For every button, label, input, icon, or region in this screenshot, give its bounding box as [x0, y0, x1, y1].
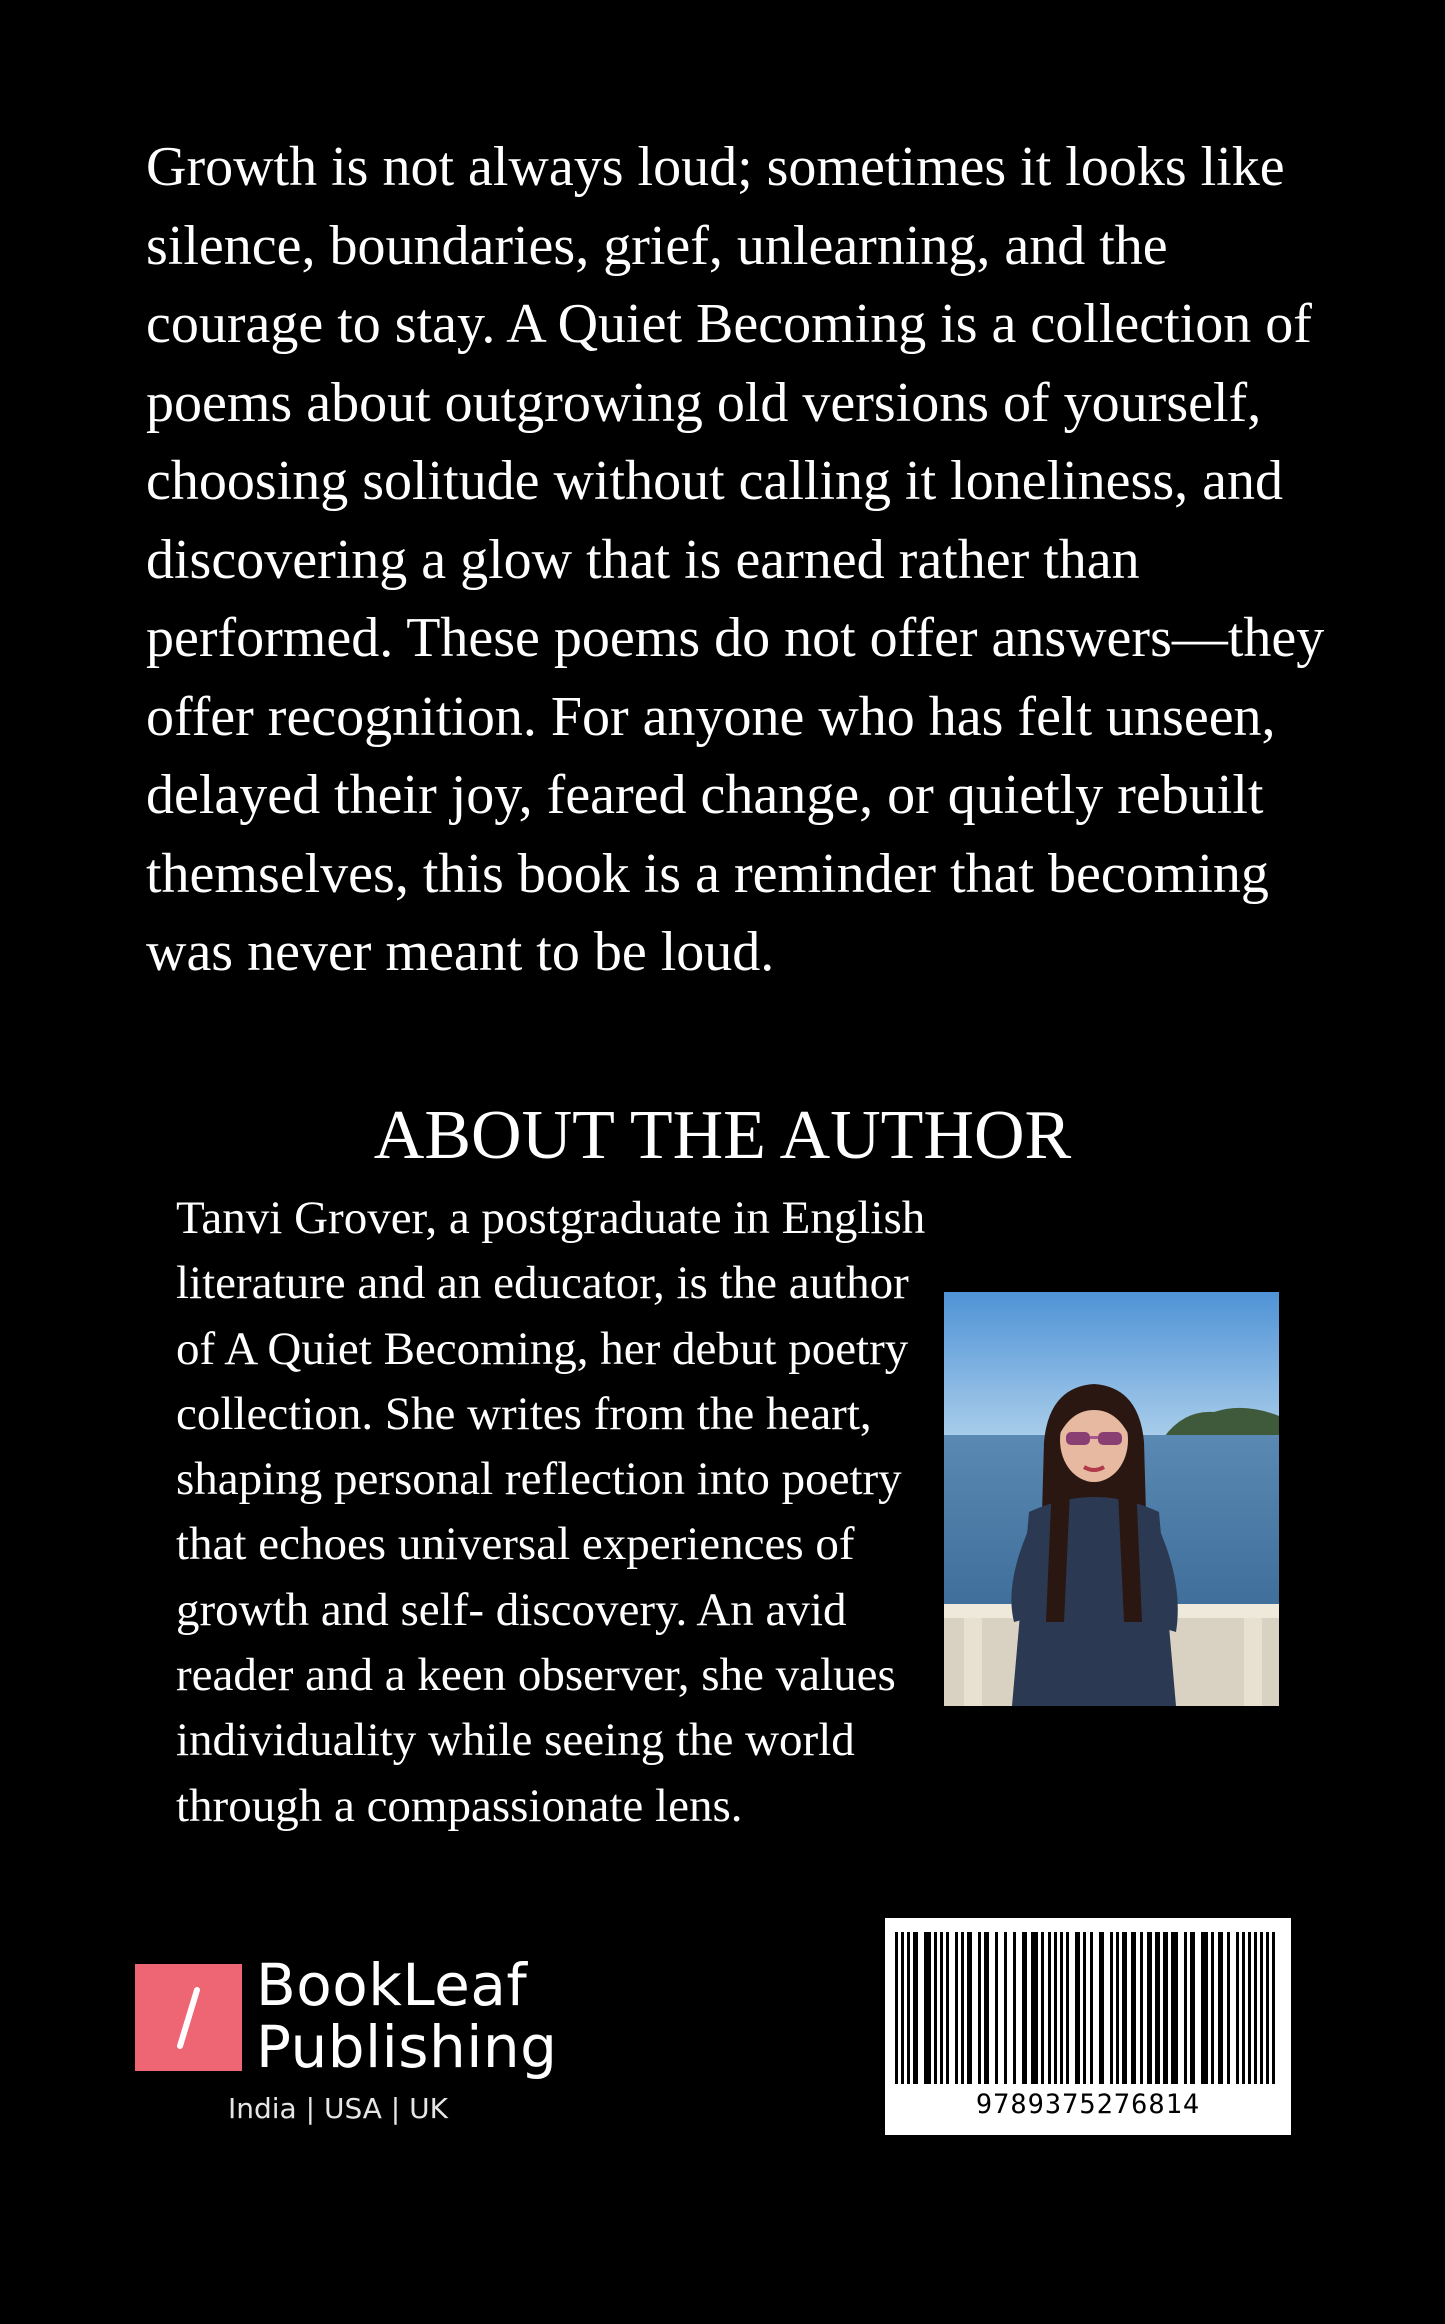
barcode-bar	[1013, 1932, 1016, 2084]
barcode-bar	[1090, 1932, 1093, 2084]
barcode-bar	[1031, 1932, 1038, 2084]
back-cover-blurb: Growth is not always loud; sometimes it looks like silence, boundaries, grief, unlearning, and the courage to stay. A Quiet Becoming is a collection of poems about outgrowing old versions of yourself, choosing solitude without calling it loneliness, and discovering a glow that is earned rather than performed. These poems do not offer answers—they offer recognition. For anyone who has felt unseen, delayed their joy, feared change, or quietly rebuilt themselves, this book is a reminder that becoming was never meant to be loud.	[146, 136, 1325, 983]
barcode-bar	[1155, 1932, 1160, 2084]
barcode-bar	[1004, 1932, 1007, 2084]
barcode-bar	[1227, 1932, 1230, 2084]
barcode-bar	[978, 1932, 981, 2084]
barcode-bar	[901, 1932, 904, 2084]
barcode-bar	[955, 1932, 958, 2084]
barcode-bar	[1140, 1932, 1143, 2084]
barcode-bar	[1110, 1932, 1113, 2084]
barcode-bar	[1054, 1932, 1057, 2084]
barcode-bar	[1147, 1932, 1152, 2084]
barcode-bar	[1083, 1932, 1086, 2084]
bookleaf-logo-icon	[135, 1964, 242, 2071]
barcode-bar	[934, 1932, 937, 2084]
publisher-name-line2: Publishing	[256, 2013, 558, 2081]
barcode-bar	[1190, 1932, 1195, 2084]
barcode-bar	[1184, 1932, 1187, 2084]
publisher-name-line1: BookLeaf	[256, 1951, 528, 2019]
barcode-bar	[984, 1932, 989, 2084]
barcode-bar	[1163, 1932, 1168, 2084]
barcode-bar	[1218, 1932, 1223, 2084]
barcode-bar	[1260, 1932, 1263, 2084]
barcode-bar	[1022, 1932, 1027, 2084]
barcode-bar	[1122, 1932, 1127, 2084]
barcode-bar	[967, 1932, 972, 2084]
barcode-bar	[940, 1932, 943, 2084]
author-photo	[944, 1292, 1279, 1706]
barcode-bar	[1066, 1932, 1069, 2084]
barcode-bar	[946, 1932, 949, 2084]
barcode-bar	[1266, 1932, 1269, 2084]
author-bio: Tanvi Grover, a postgraduate in English literature and an educator, is the author of A Quiet Becoming, her debut poetry collection. She writes from the heart, shaping personal reflection into poetry that echoes universal experiences of growth and self- discovery. An avid reader and a keen observer, she values individuality while seeing the world through a compassionate lens.	[176, 1192, 926, 1832]
barcode-bar	[895, 1932, 898, 2084]
barcode-bar	[1254, 1932, 1257, 2084]
publisher-logo-text	[256, 1951, 558, 2081]
barcode-bar	[1201, 1932, 1208, 2084]
publisher-countries: India | USA | UK	[228, 2092, 448, 2125]
barcode-bar	[1248, 1932, 1251, 2084]
barcode-bar	[913, 1932, 918, 2084]
barcode-bar	[1171, 1932, 1178, 2084]
about-author-heading: ABOUT THE AUTHOR	[373, 1097, 1072, 1174]
barcode-bar	[1099, 1932, 1104, 2084]
barcode-bar	[1060, 1932, 1063, 2084]
barcode-bar	[961, 1932, 964, 2084]
barcode-bar	[995, 1932, 998, 2084]
barcode-bar	[1131, 1932, 1136, 2084]
barcode-bar	[907, 1932, 910, 2084]
barcode-bar	[1048, 1932, 1051, 2084]
barcode-bar	[1211, 1932, 1214, 2084]
isbn-barcode	[885, 1918, 1291, 2135]
barcode-bar	[1116, 1932, 1119, 2084]
barcode-bar	[1242, 1932, 1245, 2084]
barcode-bar	[1041, 1932, 1044, 2084]
barcode-bar	[1272, 1932, 1275, 2084]
barcode-bar	[924, 1932, 931, 2084]
barcode-bar	[1075, 1932, 1080, 2084]
isbn-number: 9789375276814	[975, 2089, 1201, 2120]
barcode-bar	[1236, 1932, 1239, 2084]
